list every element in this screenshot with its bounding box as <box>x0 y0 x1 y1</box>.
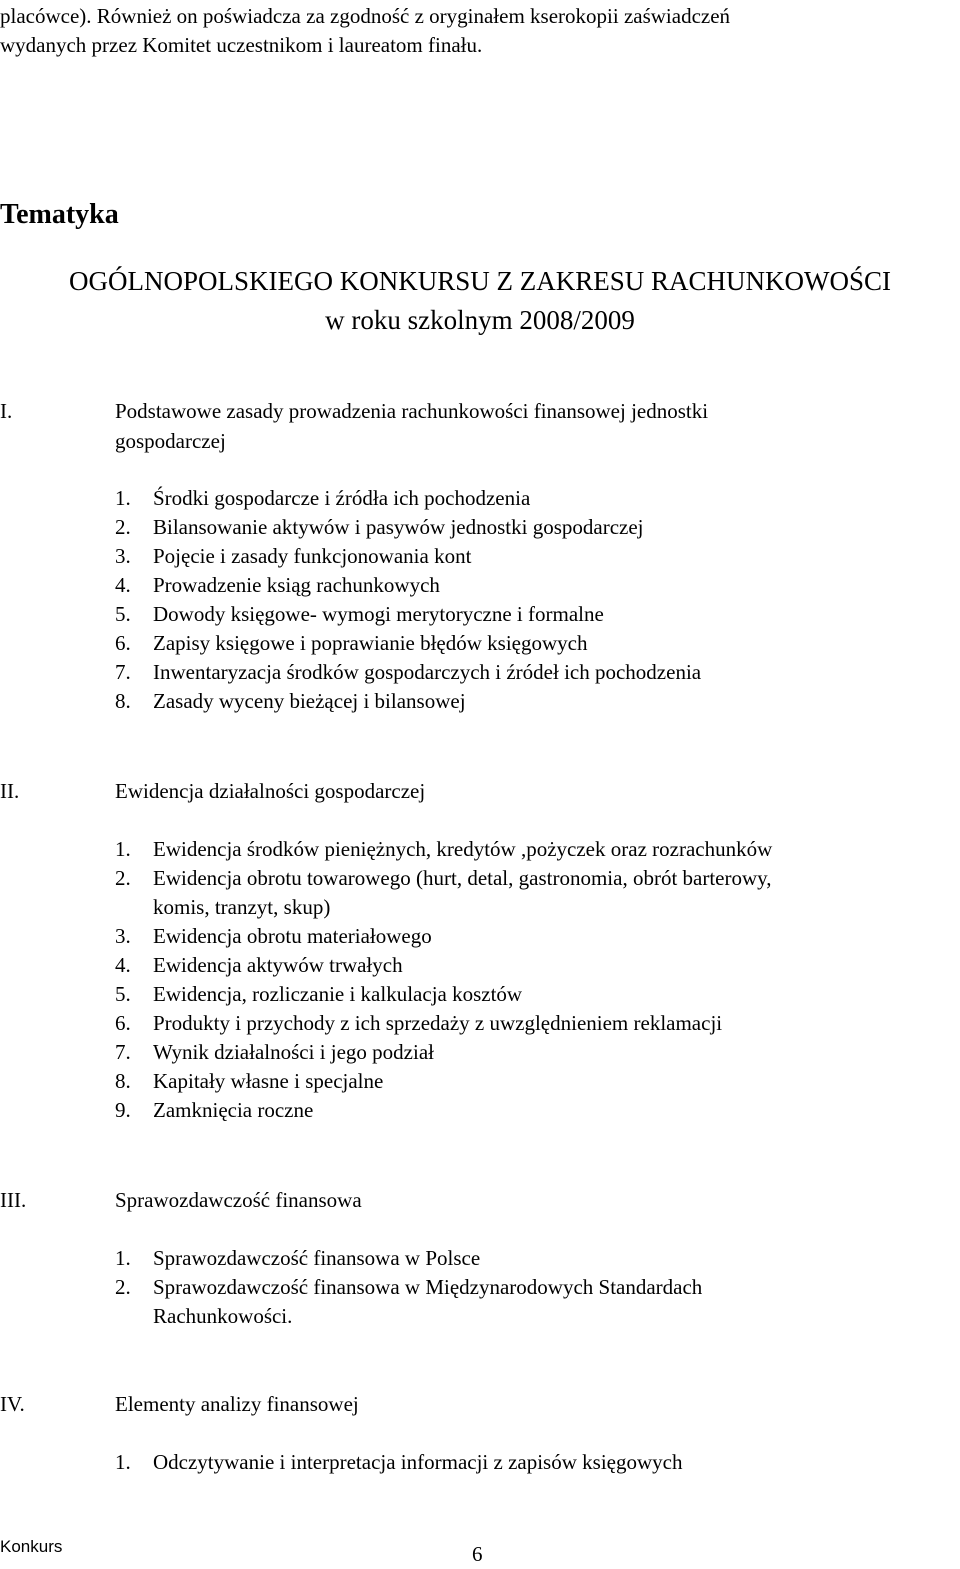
list-item <box>115 922 935 951</box>
item-number: 2. <box>115 866 131 890</box>
section-number: III. <box>0 1188 27 1212</box>
page-number: 6 <box>472 1542 483 1566</box>
intro-line: wydanych przez Komitet uczestnikom i laureatom finału. <box>0 33 483 57</box>
section-list <box>115 484 935 716</box>
section-title: Podstawowe zasady prowadzenia rachunkowości finansowej jednostki <box>115 399 709 423</box>
section-number: II. <box>0 779 20 803</box>
item-number: 1. <box>115 1450 131 1474</box>
item-number: 8. <box>115 1069 131 1093</box>
heading: Tematyka <box>0 199 119 230</box>
list-item <box>115 1096 935 1125</box>
item-text: Bilansowanie aktywów i pasywów jednostki gospodarczej <box>153 515 644 539</box>
list-item <box>115 513 935 542</box>
item-number: 2. <box>115 515 131 539</box>
item-text: Ewidencja obrotu materiałowego <box>153 924 432 948</box>
list-item <box>115 658 935 687</box>
item-text: Prowadzenie ksiąg rachunkowych <box>153 573 440 597</box>
item-number: 3. <box>115 924 131 948</box>
item-text: Dowody księgowe- wymogi merytoryczne i formalne <box>153 602 604 626</box>
intro-paragraph <box>0 2 960 60</box>
item-number: 5. <box>115 602 131 626</box>
document-title: OGÓLNOPOLSKIEGO KONKURSU Z ZAKRESU RACHUNKOWOŚCI <box>68 266 891 296</box>
item-text: Pojęcie i zasady funkcjonowania kont <box>153 544 472 568</box>
list-item <box>115 629 935 658</box>
item-text: Ewidencja, rozliczanie i kalkulacja kosztów <box>153 982 523 1006</box>
item-text: Zapisy księgowe i poprawianie błędów księgowych <box>153 631 588 655</box>
item-number: 6. <box>115 1011 131 1035</box>
item-text: Produkty i przychody z ich sprzedaży z uwzględnieniem reklamacji <box>153 1011 723 1035</box>
item-number: 8. <box>115 689 131 713</box>
list-item <box>115 980 935 1009</box>
list-item <box>115 687 935 716</box>
item-text: Zasady wyceny bieżącej i bilansowej <box>153 689 466 713</box>
item-text: Sprawozdawczość finansowa w Polsce <box>153 1246 481 1270</box>
item-text: Środki gospodarcze i źródła ich pochodzenia <box>153 486 531 510</box>
item-text: Sprawozdawczość finansowa w Międzynarodowych Standardach <box>153 1275 703 1299</box>
footer-label: Konkurs <box>0 1537 63 1556</box>
item-text: Ewidencja aktywów trwałych <box>153 953 403 977</box>
item-number: 9. <box>115 1098 131 1122</box>
section-title: Sprawozdawczość finansowa <box>115 1188 362 1212</box>
list-item <box>115 571 935 600</box>
item-text: Ewidencja obrotu towarowego (hurt, detal, gastronomia, obrót barterowy, <box>153 866 772 890</box>
intro-line: placówce). Również on poświadcza za zgodność z oryginałem kserokopii zaświadczeń <box>0 4 731 28</box>
list-item <box>115 951 935 980</box>
item-number: 1. <box>115 837 131 861</box>
section-title-continued: gospodarczej <box>115 429 226 453</box>
list-item <box>115 1038 935 1067</box>
item-text-continued: Rachunkowości. <box>153 1304 293 1328</box>
item-text: Kapitały własne i specjalne <box>153 1069 384 1093</box>
section-number: IV. <box>0 1392 25 1416</box>
list-item <box>115 600 935 629</box>
list-item <box>115 1009 935 1038</box>
item-text: Wynik działalności i jego podział <box>153 1040 434 1064</box>
list-item <box>115 484 935 513</box>
item-number: 7. <box>115 660 131 684</box>
item-number: 6. <box>115 631 131 655</box>
item-number: 4. <box>115 573 131 597</box>
list-item <box>115 1244 935 1273</box>
list-item <box>115 1273 935 1331</box>
item-text: Odczytywanie i interpretacja informacji z zapisów księgowych <box>153 1450 683 1474</box>
item-number: 4. <box>115 953 131 977</box>
list-item <box>115 542 935 571</box>
item-number: 7. <box>115 1040 131 1064</box>
section-list <box>115 1448 935 1477</box>
document-subtitle: w roku szkolnym 2008/2009 <box>325 305 635 335</box>
list-item <box>115 864 935 922</box>
item-number: 1. <box>115 1246 131 1270</box>
section-number: I. <box>0 399 13 423</box>
item-text: Zamknięcia roczne <box>153 1098 314 1122</box>
list-item <box>115 1067 935 1096</box>
list-item <box>115 1448 935 1477</box>
list-item <box>115 835 935 864</box>
item-text: Ewidencja środków pieniężnych, kredytów ,pożyczek oraz rozrachunków <box>153 837 773 861</box>
item-number: 5. <box>115 982 131 1006</box>
item-text-continued: komis, tranzyt, skup) <box>153 895 331 919</box>
item-text: Inwentaryzacja środków gospodarczych i źródeł ich pochodzenia <box>153 660 702 684</box>
section-title: Elementy analizy finansowej <box>115 1392 359 1416</box>
item-number: 2. <box>115 1275 131 1299</box>
section-title: Ewidencja działalności gospodarczej <box>115 779 426 803</box>
item-number: 1. <box>115 486 131 510</box>
section-list <box>115 835 935 1125</box>
item-number: 3. <box>115 544 131 568</box>
section-list <box>115 1244 935 1331</box>
